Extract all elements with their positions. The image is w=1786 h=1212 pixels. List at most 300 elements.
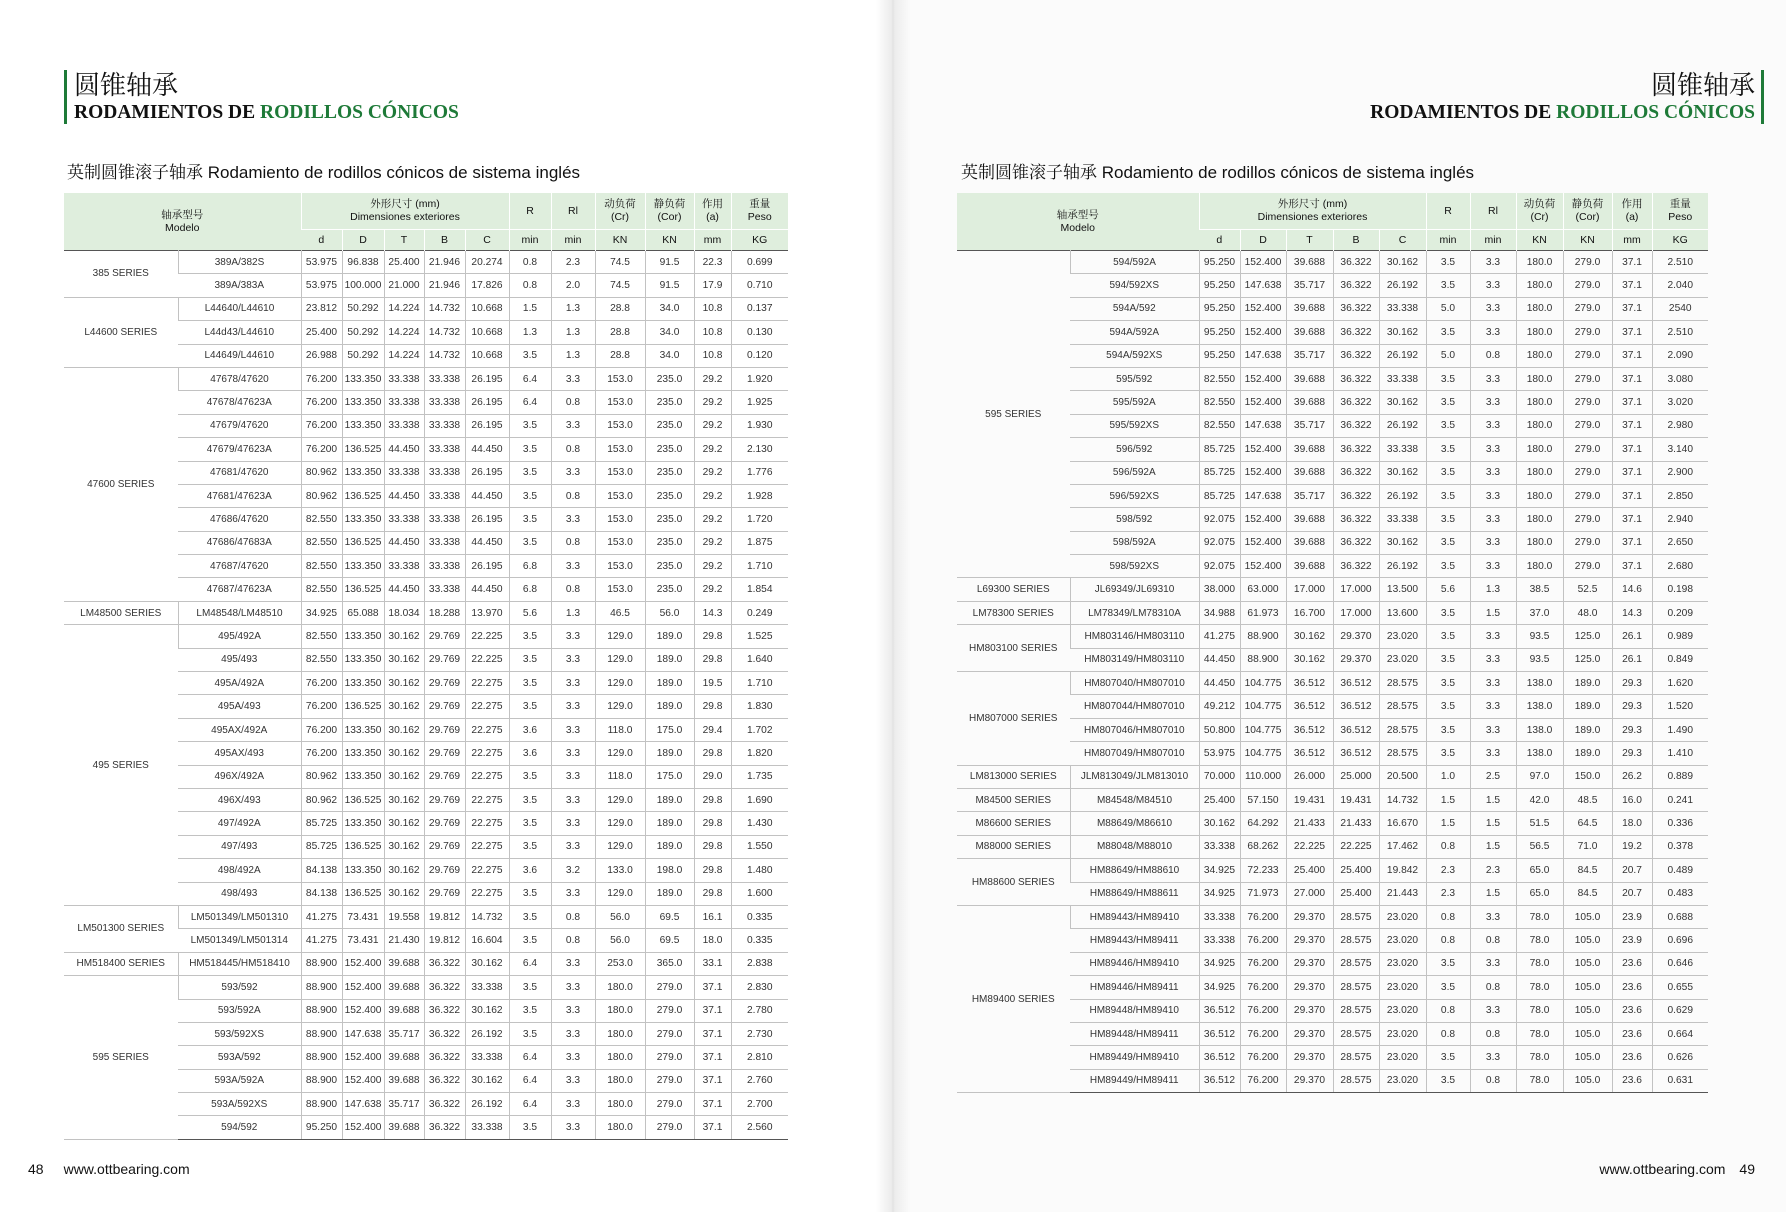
value-cell: 279.0	[1563, 297, 1612, 320]
value-cell: 72.233	[1240, 859, 1286, 882]
model-cell: M88649/M86610	[1070, 812, 1199, 835]
value-cell: 16.670	[1379, 812, 1426, 835]
model-cell: M84548/M84510	[1070, 788, 1199, 811]
value-cell: 42.0	[1516, 788, 1563, 811]
value-cell: 2.3	[551, 251, 595, 274]
series-cell: L69300 SERIES	[957, 578, 1070, 601]
model-cell: 495AX/492A	[178, 718, 301, 741]
value-cell: 29.8	[694, 648, 731, 671]
value-cell: 180.0	[595, 1022, 645, 1045]
value-cell: 37.1	[1612, 461, 1652, 484]
value-cell: 50.292	[342, 321, 384, 344]
value-cell: 30.162	[384, 859, 424, 882]
value-cell: 85.725	[301, 835, 342, 858]
website-link[interactable]: www.ottbearing.com	[1599, 1161, 1726, 1177]
value-cell: 30.162	[384, 625, 424, 648]
value-cell: 3.140	[1652, 438, 1708, 461]
value-cell: 0.889	[1652, 765, 1708, 788]
value-cell: 33.1	[694, 952, 731, 975]
value-cell: 48.5	[1563, 788, 1612, 811]
value-cell: 36.322	[1333, 297, 1379, 320]
value-cell: 279.0	[1563, 555, 1612, 578]
model-cell: 496X/492A	[178, 765, 301, 788]
value-cell: 29.769	[424, 812, 465, 835]
value-cell: 3.5	[1426, 742, 1470, 765]
value-cell: 37.1	[1612, 297, 1652, 320]
model-cell: HM807040/HM807010	[1070, 672, 1199, 695]
model-cell: 593/592	[178, 976, 301, 999]
value-cell: 3.5	[1426, 952, 1470, 975]
value-cell: 23.812	[301, 297, 342, 320]
value-cell: 180.0	[1516, 555, 1563, 578]
value-cell: 65.0	[1516, 859, 1563, 882]
value-cell: 3.3	[551, 695, 595, 718]
value-cell: 1.640	[731, 648, 788, 671]
value-cell: 3.3	[1470, 251, 1516, 274]
model-cell: 594A/592	[1070, 297, 1199, 320]
header-unit: D	[1240, 230, 1286, 251]
value-cell: 175.0	[645, 718, 694, 741]
value-cell: 1.710	[731, 555, 788, 578]
value-cell: 235.0	[645, 438, 694, 461]
value-cell: 235.0	[645, 531, 694, 554]
value-cell: 279.0	[645, 1093, 694, 1116]
table-row	[957, 297, 1708, 320]
value-cell: 133.350	[342, 555, 384, 578]
value-cell: 36.322	[1333, 391, 1379, 414]
value-cell: 35.717	[1286, 414, 1333, 437]
value-cell: 235.0	[645, 414, 694, 437]
value-cell: 34.0	[645, 321, 694, 344]
value-cell: 17.000	[1333, 601, 1379, 624]
series-cell: LM78300 SERIES	[957, 601, 1070, 624]
value-cell: 76.200	[301, 367, 342, 390]
value-cell: 136.525	[342, 788, 384, 811]
table-row	[957, 835, 1708, 858]
value-cell: 1.776	[731, 461, 788, 484]
value-cell: 0.8	[551, 438, 595, 461]
section-subtitle: 英制圆锥滚子轴承 Rodamiento de rodillos cónicos de sistema inglés	[67, 163, 581, 182]
value-cell: 88.900	[1240, 648, 1286, 671]
model-cell: 598/592A	[1070, 531, 1199, 554]
value-cell: 29.769	[424, 765, 465, 788]
value-cell: 28.575	[1379, 695, 1426, 718]
value-cell: 26.195	[465, 508, 509, 531]
value-cell: 28.575	[1333, 905, 1379, 928]
value-cell: 37.1	[694, 1069, 731, 1092]
value-cell: 21.000	[384, 274, 424, 297]
value-cell: 0.8	[551, 929, 595, 952]
value-cell: 22.3	[694, 251, 731, 274]
value-cell: 36.322	[424, 952, 465, 975]
table-body	[64, 251, 788, 1140]
value-cell: 3.3	[1470, 625, 1516, 648]
value-cell: 28.8	[595, 321, 645, 344]
series-cell: LM813000 SERIES	[957, 765, 1070, 788]
value-cell: 53.975	[1199, 742, 1240, 765]
value-cell: 1.720	[731, 508, 788, 531]
value-cell: 17.9	[694, 274, 731, 297]
value-cell: 0.483	[1652, 882, 1708, 905]
value-cell: 97.0	[1516, 765, 1563, 788]
value-cell: 36.512	[1199, 1069, 1240, 1092]
table-row	[957, 508, 1708, 531]
value-cell: 50.292	[342, 344, 384, 367]
value-cell: 29.2	[694, 508, 731, 531]
value-cell: 36.322	[1333, 461, 1379, 484]
model-cell: HM803146/HM803110	[1070, 625, 1199, 648]
value-cell: 153.0	[595, 531, 645, 554]
value-cell: 29.370	[1286, 1069, 1333, 1092]
value-cell: 1.702	[731, 718, 788, 741]
value-cell: 2.850	[1652, 484, 1708, 507]
value-cell: 14.3	[694, 601, 731, 624]
value-cell: 29.370	[1286, 1046, 1333, 1069]
value-cell: 64.292	[1240, 812, 1286, 835]
value-cell: 1.410	[1652, 742, 1708, 765]
model-cell: HM807044/HM807010	[1070, 695, 1199, 718]
value-cell: 78.0	[1516, 929, 1563, 952]
value-cell: 2.838	[731, 952, 788, 975]
value-cell: 3.3	[551, 999, 595, 1022]
value-cell: 76.200	[301, 742, 342, 765]
value-cell: 6.8	[509, 555, 551, 578]
value-cell: 180.0	[1516, 251, 1563, 274]
value-cell: 0.699	[731, 251, 788, 274]
value-cell: 3.5	[509, 672, 551, 695]
value-cell: 78.0	[1516, 1046, 1563, 1069]
value-cell: 22.275	[465, 695, 509, 718]
value-cell: 147.638	[1240, 414, 1286, 437]
value-cell: 92.075	[1199, 508, 1240, 531]
value-cell: 0.8	[509, 274, 551, 297]
value-cell: 36.512	[1333, 742, 1379, 765]
value-cell: 80.962	[301, 461, 342, 484]
value-cell: 6.4	[509, 1093, 551, 1116]
value-cell: 3.3	[551, 788, 595, 811]
value-cell: 0.8	[1470, 344, 1516, 367]
value-cell: 3.5	[1426, 718, 1470, 741]
model-cell: 593A/592	[178, 1046, 301, 1069]
model-cell: 595/592	[1070, 367, 1199, 390]
value-cell: 3.5	[509, 905, 551, 928]
value-cell: 39.688	[1286, 438, 1333, 461]
model-cell: LM501349/LM501310	[178, 905, 301, 928]
value-cell: 3.3	[1470, 905, 1516, 928]
value-cell: 3.3	[551, 742, 595, 765]
value-cell: 2.940	[1652, 508, 1708, 531]
value-cell: 147.638	[1240, 484, 1286, 507]
value-cell: 3.5	[1426, 1069, 1470, 1092]
value-cell: 23.020	[1379, 625, 1426, 648]
value-cell: 23.6	[1612, 952, 1652, 975]
value-cell: 152.400	[342, 976, 384, 999]
header-unit: D	[342, 230, 384, 251]
value-cell: 44.450	[465, 578, 509, 601]
value-cell: 29.370	[1286, 999, 1333, 1022]
value-cell: 33.338	[424, 438, 465, 461]
series-cell: L44600 SERIES	[64, 297, 178, 367]
value-cell: 189.0	[1563, 742, 1612, 765]
value-cell: 10.8	[694, 297, 731, 320]
value-cell: 104.775	[1240, 672, 1286, 695]
value-cell: 3.5	[1426, 461, 1470, 484]
value-cell: 61.973	[1240, 601, 1286, 624]
bearing-spec-table-left	[64, 193, 788, 1140]
value-cell: 44.450	[1199, 648, 1240, 671]
value-cell: 3.5	[509, 625, 551, 648]
value-cell: 78.0	[1516, 976, 1563, 999]
value-cell: 28.575	[1333, 999, 1379, 1022]
value-cell: 28.575	[1333, 976, 1379, 999]
value-cell: 28.575	[1333, 952, 1379, 975]
value-cell: 0.335	[731, 905, 788, 928]
value-cell: 33.338	[384, 508, 424, 531]
value-cell: 36.322	[1333, 531, 1379, 554]
value-cell: 34.988	[1199, 601, 1240, 624]
value-cell: 0.8	[1470, 1069, 1516, 1092]
value-cell: 29.0	[694, 765, 731, 788]
value-cell: 36.322	[1333, 555, 1379, 578]
value-cell: 76.200	[1240, 929, 1286, 952]
value-cell: 0.710	[731, 274, 788, 297]
value-cell: 3.3	[1470, 321, 1516, 344]
value-cell: 65.088	[342, 601, 384, 624]
value-cell: 76.200	[1240, 1022, 1286, 1045]
header-unit: B	[1333, 230, 1379, 251]
value-cell: 1.820	[731, 742, 788, 765]
value-cell: 3.5	[509, 812, 551, 835]
value-cell: 22.225	[1333, 835, 1379, 858]
value-cell: 29.769	[424, 788, 465, 811]
header-rl: Rl	[551, 193, 595, 230]
value-cell: 153.0	[595, 555, 645, 578]
value-cell: 30.162	[384, 672, 424, 695]
value-cell: 29.769	[424, 882, 465, 905]
value-cell: 2.900	[1652, 461, 1708, 484]
table-row	[957, 625, 1708, 648]
header-unit: KG	[1652, 230, 1708, 251]
model-cell: HM89443/HM89410	[1070, 905, 1199, 928]
value-cell: 57.150	[1240, 788, 1286, 811]
value-cell: 35.717	[1286, 274, 1333, 297]
model-cell: HM807046/HM807010	[1070, 718, 1199, 741]
table-row	[64, 976, 788, 999]
value-cell: 3.3	[551, 1093, 595, 1116]
value-cell: 33.338	[424, 578, 465, 601]
header-unit: KN	[1516, 230, 1563, 251]
value-cell: 0.664	[1652, 1022, 1708, 1045]
value-cell: 39.688	[1286, 251, 1333, 274]
value-cell: 3.3	[551, 812, 595, 835]
value-cell: 38.5	[1516, 578, 1563, 601]
value-cell: 3.3	[551, 952, 595, 975]
value-cell: 19.842	[1379, 859, 1426, 882]
value-cell: 0.8	[509, 251, 551, 274]
value-cell: 91.5	[645, 274, 694, 297]
value-cell: 14.224	[384, 321, 424, 344]
value-cell: 3.5	[1426, 508, 1470, 531]
value-cell: 3.5	[509, 835, 551, 858]
value-cell: 1.920	[731, 367, 788, 390]
value-cell: 76.200	[1240, 952, 1286, 975]
value-cell: 36.512	[1333, 672, 1379, 695]
value-cell: 44.450	[465, 484, 509, 507]
value-cell: 3.3	[1470, 648, 1516, 671]
value-cell: 3.6	[509, 742, 551, 765]
value-cell: 78.0	[1516, 905, 1563, 928]
value-cell: 71.0	[1563, 835, 1612, 858]
value-cell: 1.520	[1652, 695, 1708, 718]
value-cell: 19.558	[384, 905, 424, 928]
value-cell: 1.735	[731, 765, 788, 788]
value-cell: 34.925	[1199, 952, 1240, 975]
table-row	[957, 648, 1708, 671]
value-cell: 35.717	[384, 1022, 424, 1045]
value-cell: 152.400	[1240, 438, 1286, 461]
value-cell: 37.1	[694, 1046, 731, 1069]
value-cell: 5.0	[1426, 344, 1470, 367]
value-cell: 3.3	[551, 835, 595, 858]
value-cell: 2.830	[731, 976, 788, 999]
value-cell: 29.769	[424, 672, 465, 695]
value-cell: 76.200	[1240, 1046, 1286, 1069]
value-cell: 33.338	[424, 508, 465, 531]
value-cell: 91.5	[645, 251, 694, 274]
value-cell: 3.3	[1470, 391, 1516, 414]
value-cell: 3.5	[509, 344, 551, 367]
value-cell: 105.0	[1563, 976, 1612, 999]
value-cell: 3.5	[509, 508, 551, 531]
value-cell: 76.200	[301, 672, 342, 695]
value-cell: 14.3	[1612, 601, 1652, 624]
value-cell: 36.322	[424, 1093, 465, 1116]
value-cell: 73.431	[342, 905, 384, 928]
value-cell: 82.550	[301, 625, 342, 648]
left-title-block	[64, 70, 459, 124]
table-row	[957, 251, 1708, 274]
model-cell: 495A/493	[178, 695, 301, 718]
value-cell: 10.8	[694, 321, 731, 344]
header-unit: d	[1199, 230, 1240, 251]
value-cell: 41.275	[301, 905, 342, 928]
value-cell: 0.849	[1652, 648, 1708, 671]
value-cell: 279.0	[1563, 438, 1612, 461]
model-cell: L44d43/L44610	[178, 321, 301, 344]
value-cell: 29.769	[424, 859, 465, 882]
value-cell: 118.0	[595, 765, 645, 788]
value-cell: 23.020	[1379, 1069, 1426, 1092]
value-cell: 5.0	[1426, 297, 1470, 320]
value-cell: 189.0	[645, 695, 694, 718]
value-cell: 22.275	[465, 742, 509, 765]
table-header	[957, 193, 1708, 251]
table-row	[957, 414, 1708, 437]
value-cell: 150.0	[1563, 765, 1612, 788]
value-cell: 189.0	[645, 788, 694, 811]
header-unit: min	[1470, 230, 1516, 251]
value-cell: 3.5	[1426, 648, 1470, 671]
value-cell: 3.5	[1426, 555, 1470, 578]
value-cell: 36.322	[424, 1116, 465, 1139]
value-cell: 37.1	[694, 999, 731, 1022]
value-cell: 37.1	[1612, 531, 1652, 554]
value-cell: 235.0	[645, 508, 694, 531]
value-cell: 118.0	[595, 718, 645, 741]
value-cell: 10.668	[465, 344, 509, 367]
table-row	[957, 367, 1708, 390]
value-cell: 26.192	[1379, 484, 1426, 507]
value-cell: 36.322	[1333, 251, 1379, 274]
value-cell: 138.0	[1516, 718, 1563, 741]
value-cell: 3.3	[1470, 718, 1516, 741]
value-cell: 3.3	[1470, 672, 1516, 695]
value-cell: 3.3	[1470, 555, 1516, 578]
model-cell: 594/592	[178, 1116, 301, 1139]
value-cell: 3.6	[509, 859, 551, 882]
value-cell: 85.725	[1199, 484, 1240, 507]
table-row	[64, 367, 788, 390]
value-cell: 29.2	[694, 391, 731, 414]
value-cell: 84.5	[1563, 859, 1612, 882]
value-cell: 3.3	[1470, 484, 1516, 507]
value-cell: 180.0	[595, 1116, 645, 1139]
value-cell: 1.480	[731, 859, 788, 882]
value-cell: 3.5	[509, 438, 551, 461]
value-cell: 29.370	[1286, 1022, 1333, 1045]
value-cell: 3.5	[509, 882, 551, 905]
value-cell: 1.930	[731, 414, 788, 437]
value-cell: 30.162	[384, 742, 424, 765]
header-a: 作用 (a)	[1612, 193, 1652, 230]
value-cell: 105.0	[1563, 952, 1612, 975]
value-cell: 26.192	[1379, 274, 1426, 297]
value-cell: 18.0	[1612, 812, 1652, 835]
value-cell: 26.000	[1286, 765, 1333, 788]
value-cell: 34.0	[645, 344, 694, 367]
value-cell: 30.162	[465, 952, 509, 975]
table-row	[957, 1069, 1708, 1092]
value-cell: 88.900	[301, 1046, 342, 1069]
value-cell: 136.525	[342, 882, 384, 905]
value-cell: 6.4	[509, 952, 551, 975]
value-cell: 22.225	[465, 625, 509, 648]
value-cell: 22.275	[465, 765, 509, 788]
value-cell: 2.130	[731, 438, 788, 461]
value-cell: 189.0	[1563, 695, 1612, 718]
value-cell: 2.0	[551, 274, 595, 297]
value-cell: 279.0	[1563, 461, 1612, 484]
value-cell: 37.1	[694, 1093, 731, 1116]
value-cell: 21.443	[1379, 882, 1426, 905]
value-cell: 36.322	[1333, 367, 1379, 390]
value-cell: 279.0	[645, 1046, 694, 1069]
website-link[interactable]: www.ottbearing.com	[63, 1161, 190, 1177]
value-cell: 25.400	[384, 251, 424, 274]
value-cell: 49.212	[1199, 695, 1240, 718]
value-cell: 33.338	[1379, 297, 1426, 320]
value-cell: 93.5	[1516, 648, 1563, 671]
page-number: 49	[1739, 1161, 1755, 1177]
value-cell: 3.3	[551, 625, 595, 648]
value-cell: 3.3	[551, 718, 595, 741]
value-cell: 198.0	[645, 859, 694, 882]
value-cell: 29.8	[694, 788, 731, 811]
value-cell: 76.200	[301, 391, 342, 414]
value-cell: 136.525	[342, 835, 384, 858]
page-title-es	[1370, 102, 1755, 124]
value-cell: 0.8	[1426, 999, 1470, 1022]
